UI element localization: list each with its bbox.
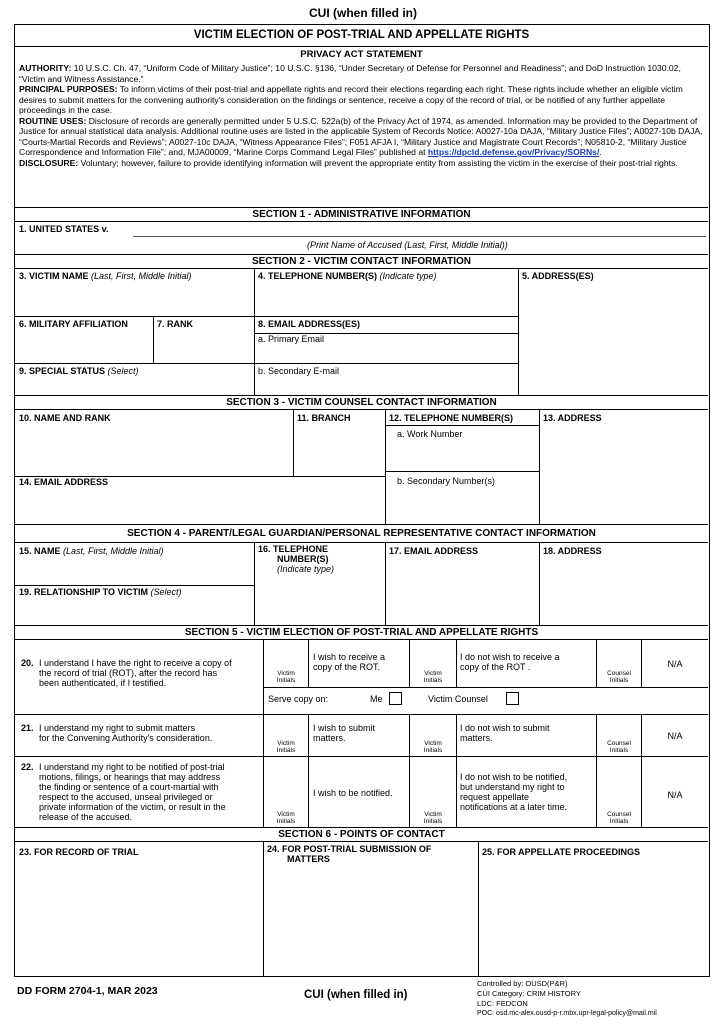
q21-no-text bbox=[460, 723, 550, 743]
routine-text: Disclosure of records are generally permitted under 5 U.S.C. 522a(b) of the Privacy Act of 1974, as amended. Information may be provided to the Department of Justice for annual statistical data analysis. Additional routine uses are listed in the applicable System of Records Notice: A0027-10a DAJA, “Military Justice Files”; A0027-10b DAJA, “Courts-Martial Records and Reviews”; A0027-10c DAJA, “Witness Appearance Files”; F051 AFJA I, “Military Justice and Magistrate Court Records”; N05810-2, “Military Justice Correspondence and Information File”; and, MJA00009, “Marine Corps Command Legal Files” published at bbox=[19, 115, 703, 157]
telephone-label[interactable] bbox=[258, 271, 437, 281]
counsel-telephone-label: 12. TELEPHONE NUMBER(S) bbox=[389, 413, 514, 423]
victim-name-label[interactable] bbox=[19, 271, 192, 281]
q22-no-line: notifications at a later time. bbox=[460, 802, 568, 812]
branch-label[interactable]: 11. BRANCH bbox=[297, 413, 351, 423]
section1-title: SECTION 1 - ADMINISTRATIVE INFORMATION bbox=[252, 209, 471, 220]
victim-name-hint: (Last, First, Middle Initial) bbox=[91, 271, 192, 281]
divider bbox=[539, 409, 540, 524]
q20-yes-text bbox=[313, 652, 385, 672]
q21-victim-initials-no[interactable] bbox=[410, 740, 456, 754]
special-status-hint: (Select) bbox=[107, 366, 139, 376]
form-title: VICTIM ELECTION OF POST-TRIAL AND APPELLATE RIGHTS bbox=[193, 29, 530, 41]
divider bbox=[15, 316, 518, 317]
initials-label: Victim bbox=[424, 670, 442, 677]
q20-line: been authenticated, if I testified. bbox=[39, 678, 167, 688]
serve-counsel-checkbox[interactable] bbox=[506, 692, 519, 705]
q22-no-text bbox=[460, 772, 567, 812]
initials-label: Initials bbox=[423, 747, 443, 754]
initials-label: Initials bbox=[276, 677, 296, 684]
divider bbox=[15, 542, 708, 543]
secondary-email-label[interactable]: b. Secondary E-mail bbox=[258, 366, 340, 376]
initials-label: Victim bbox=[277, 670, 295, 677]
guardian-name-label[interactable] bbox=[19, 546, 164, 556]
q22-text bbox=[39, 762, 226, 822]
guardian-name-num: 15. NAME bbox=[19, 546, 61, 556]
q22-line: private information of the victim, or result in the bbox=[39, 802, 226, 812]
routine-label: ROUTINE USES: bbox=[19, 115, 87, 126]
q22-na: N/A bbox=[667, 790, 683, 800]
united-states-label: 1. UNITED STATES v. bbox=[19, 224, 109, 234]
address-label[interactable]: 5. ADDRESS(ES) bbox=[522, 271, 594, 281]
q20-victim-initials-no[interactable] bbox=[410, 670, 456, 684]
privacy-heading: PRIVACY ACT STATEMENT bbox=[300, 49, 423, 60]
disclosure-text: Voluntary; however, failure to provide identifying information will prevent the appropriate entity from assisting the victim in the exercise of their post-trial rights. bbox=[78, 157, 678, 168]
purposes-label: PRINCIPAL PURPOSES: bbox=[19, 84, 118, 94]
q21-text bbox=[39, 723, 212, 743]
q21-victim-initials[interactable] bbox=[264, 740, 308, 754]
divider bbox=[539, 542, 540, 625]
q22-counsel-initials[interactable] bbox=[597, 811, 641, 825]
serve-me-checkbox[interactable] bbox=[389, 692, 402, 705]
q20-no-text bbox=[460, 652, 560, 672]
q22-victim-initials[interactable] bbox=[264, 811, 308, 825]
accused-name-hint: (Print Name of Accused (Last, First, Middle Initial)) bbox=[307, 240, 508, 250]
counsel-address-label[interactable]: 13. ADDRESS bbox=[543, 413, 602, 423]
guardian-address-label[interactable]: 18. ADDRESS bbox=[543, 546, 602, 556]
divider bbox=[385, 425, 539, 426]
divider bbox=[308, 639, 309, 687]
form-id: DD FORM 2704-1, MAR 2023 bbox=[17, 985, 158, 997]
q20-yes-line: I wish to receive a bbox=[313, 652, 386, 662]
initials-label: Counsel bbox=[607, 740, 631, 747]
initials-label: Counsel bbox=[607, 670, 631, 677]
q21-number: 21. bbox=[21, 723, 34, 733]
initials-label: Initials bbox=[276, 818, 296, 825]
divider bbox=[15, 639, 708, 640]
relationship-label[interactable] bbox=[19, 587, 182, 597]
initials-label: Initials bbox=[276, 747, 296, 754]
guardian-telephone-hint: (Indicate type) bbox=[277, 564, 335, 574]
q20-na: N/A bbox=[667, 659, 683, 669]
divider bbox=[385, 409, 386, 524]
cui-marking-bottom: CUI (when filled in) bbox=[304, 989, 408, 1001]
special-status-num: 9. SPECIAL STATUS bbox=[19, 366, 106, 376]
guardian-telephone-label-2: NUMBER(S) bbox=[277, 554, 329, 564]
q22-line: motions, filings, or hearings that may address bbox=[39, 772, 221, 782]
initials-label: Initials bbox=[609, 818, 629, 825]
q21-yes-text bbox=[313, 723, 375, 743]
privacy-statement bbox=[19, 63, 705, 168]
divider bbox=[15, 268, 708, 269]
authority-label: AUTHORITY: bbox=[19, 63, 72, 73]
poc: POC: osd.mc-alex.ousd-p-r.mbx.upr-legal-policy@mail.mil bbox=[477, 1010, 657, 1017]
telephone-num: 4. TELEPHONE NUMBER(S) bbox=[258, 271, 378, 281]
routine-end: . bbox=[599, 147, 602, 157]
q20-yes-line: copy of the ROT. bbox=[313, 662, 381, 672]
divider bbox=[293, 409, 294, 476]
section4-title: SECTION 4 - PARENT/LEGAL GUARDIAN/PERSONAL REPRESENTATIVE CONTACT INFORMATION bbox=[127, 528, 596, 539]
controlled-by: Controlled by: OUSD(P&R) bbox=[477, 979, 568, 988]
q20-no-line: copy of the ROT . bbox=[460, 662, 531, 672]
form-body bbox=[14, 24, 710, 977]
counsel-name-label[interactable]: 10. NAME AND RANK bbox=[19, 413, 111, 423]
relationship-num: 19. RELATIONSHIP TO VICTIM bbox=[19, 587, 149, 597]
divider bbox=[15, 524, 708, 525]
q21-no-line: I do not wish to submit bbox=[460, 723, 550, 733]
q22-no-line: but understand my right to bbox=[460, 782, 565, 792]
q22-number: 22. bbox=[21, 762, 34, 772]
guardian-email-label[interactable]: 17. EMAIL ADDRESS bbox=[389, 546, 479, 556]
section2-title: SECTION 2 - VICTIM CONTACT INFORMATION bbox=[251, 256, 472, 267]
military-affiliation-label[interactable]: 6. MILITARY AFFILIATION bbox=[19, 319, 128, 329]
q22-line: respect to the accused, unseal privileged or bbox=[39, 792, 213, 802]
divider bbox=[263, 841, 264, 976]
accused-name-field[interactable] bbox=[133, 236, 706, 237]
telephone-hint: (Indicate type) bbox=[379, 271, 437, 281]
divider bbox=[15, 585, 254, 586]
divider bbox=[263, 639, 264, 827]
initials-label: Victim bbox=[424, 811, 442, 818]
q21-no-line: matters. bbox=[460, 733, 493, 743]
divider bbox=[385, 471, 539, 472]
q20-line: the record of trial (ROT), after the record has bbox=[39, 668, 218, 678]
divider bbox=[263, 687, 708, 688]
divider bbox=[15, 46, 708, 47]
divider bbox=[478, 841, 479, 976]
divider bbox=[15, 714, 708, 715]
q20-no-line: I do not wish to receive a bbox=[460, 652, 560, 662]
disclosure-label: DISCLOSURE: bbox=[19, 157, 79, 168]
divider bbox=[385, 542, 386, 625]
q22-no-line: I do not wish to be notified, bbox=[460, 772, 568, 782]
divider bbox=[254, 363, 518, 364]
initials-label: Initials bbox=[609, 747, 629, 754]
q20-victim-initials[interactable] bbox=[264, 670, 308, 684]
q21-line: for the Convening Authority's consideration. bbox=[39, 733, 213, 743]
initials-label: Victim bbox=[424, 740, 442, 747]
q22-victim-initials-no[interactable] bbox=[410, 811, 456, 825]
q20-number: 20. bbox=[21, 658, 34, 668]
appellate-proceedings-label[interactable]: 25. FOR APPELLATE PROCEEDINGS bbox=[482, 847, 641, 857]
initials-label: Counsel bbox=[607, 811, 631, 818]
post-trial-submission-label[interactable]: 24. FOR POST-TRIAL SUBMISSION OF bbox=[267, 844, 432, 854]
q21-counsel-initials[interactable] bbox=[597, 740, 641, 754]
divider bbox=[15, 409, 708, 410]
relationship-hint: (Select) bbox=[150, 587, 182, 597]
divider bbox=[518, 268, 519, 395]
ldc: LDC: FEDCON bbox=[477, 999, 528, 1008]
special-status-label[interactable] bbox=[19, 366, 139, 376]
initials-label: Initials bbox=[423, 818, 443, 825]
divider bbox=[15, 363, 254, 364]
counsel-email-label[interactable]: 14. EMAIL ADDRESS bbox=[19, 477, 109, 487]
section6-title: SECTION 6 - POINTS OF CONTACT bbox=[278, 829, 445, 840]
q21-yes-line: I wish to submit bbox=[313, 723, 376, 733]
q20-line: I understand I have the right to receive a copy of bbox=[39, 658, 232, 668]
divider bbox=[308, 714, 309, 827]
divider bbox=[15, 841, 708, 842]
cui-category: CUI Category: CRIM HISTORY bbox=[477, 989, 581, 998]
cui-marking-top: CUI (when filled in) bbox=[309, 6, 417, 20]
work-number-label[interactable]: a. Work Number bbox=[397, 429, 463, 439]
serve-counsel-label: Victim Counsel bbox=[428, 694, 488, 704]
initials-label: Initials bbox=[609, 677, 629, 684]
serve-copy-label: Serve copy on: bbox=[268, 694, 329, 704]
q21-line: I understand my right to submit matters bbox=[39, 723, 196, 733]
secondary-number-label[interactable]: b. Secondary Number(s) bbox=[397, 476, 496, 486]
divider bbox=[456, 714, 457, 827]
divider bbox=[15, 756, 708, 757]
q22-no-line: request appellate bbox=[460, 792, 530, 802]
post-trial-submission-label-2: MATTERS bbox=[287, 854, 330, 864]
serve-me-label: Me bbox=[370, 694, 383, 704]
section3-title: SECTION 3 - VICTIM COUNSEL CONTACT INFORMATION bbox=[226, 397, 497, 408]
divider bbox=[153, 316, 154, 363]
initials-label: Initials bbox=[423, 677, 443, 684]
q22-line: the finding or sentence of a court-martial with bbox=[39, 782, 219, 792]
sorn-link[interactable]: https://dpcld.defense.gov/Privacy/SORNs/ bbox=[427, 147, 600, 157]
divider bbox=[254, 542, 255, 625]
initials-label: Victim bbox=[277, 740, 295, 747]
purposes-text: To inform victims of their post-trial and appellate rights and record their elections regarding each right. These rights include whether an eligible victim desires to submit matters for the convening authority's consideration on the findings or sentence, receive a copy of the record of trial, or be notified of any further appellate proceedings in the case. bbox=[19, 84, 683, 115]
guardian-telephone-label[interactable]: 16. TELEPHONE bbox=[258, 544, 329, 554]
primary-email-label[interactable]: a. Primary Email bbox=[258, 334, 325, 344]
divider bbox=[15, 221, 708, 222]
section5-title: SECTION 5 - VICTIM ELECTION OF POST-TRIAL AND APPELLATE RIGHTS bbox=[184, 627, 539, 638]
q22-line: release of the accused. bbox=[39, 812, 133, 822]
q20-counsel-initials[interactable] bbox=[597, 670, 641, 684]
authority-text: 10 U.S.C. Ch. 47, “Uniform Code of Military Justice”; 10 U.S.C. §136, “Under Secretary of Defense for Personnel and Readiness”; and DoD Instruction 1030.02, “Victim and Witness Assistance.” bbox=[19, 63, 681, 84]
q21-na: N/A bbox=[667, 731, 683, 741]
q22-yes-text: I wish to be notified. bbox=[313, 788, 393, 798]
email-label: 8. EMAIL ADDRESS(ES) bbox=[258, 319, 361, 329]
q21-yes-line: matters. bbox=[313, 733, 346, 743]
initials-label: Victim bbox=[277, 811, 295, 818]
divider bbox=[254, 268, 255, 395]
rank-label[interactable]: 7. RANK bbox=[157, 319, 194, 329]
record-of-trial-label[interactable]: 23. FOR RECORD OF TRIAL bbox=[19, 847, 139, 857]
victim-name-num: 3. VICTIM NAME bbox=[19, 271, 89, 281]
q22-line: I understand my right to be notified of post-trial bbox=[39, 762, 225, 772]
guardian-name-hint: (Last, First, Middle Initial) bbox=[63, 546, 164, 556]
divider bbox=[456, 639, 457, 687]
q20-text bbox=[39, 658, 232, 688]
